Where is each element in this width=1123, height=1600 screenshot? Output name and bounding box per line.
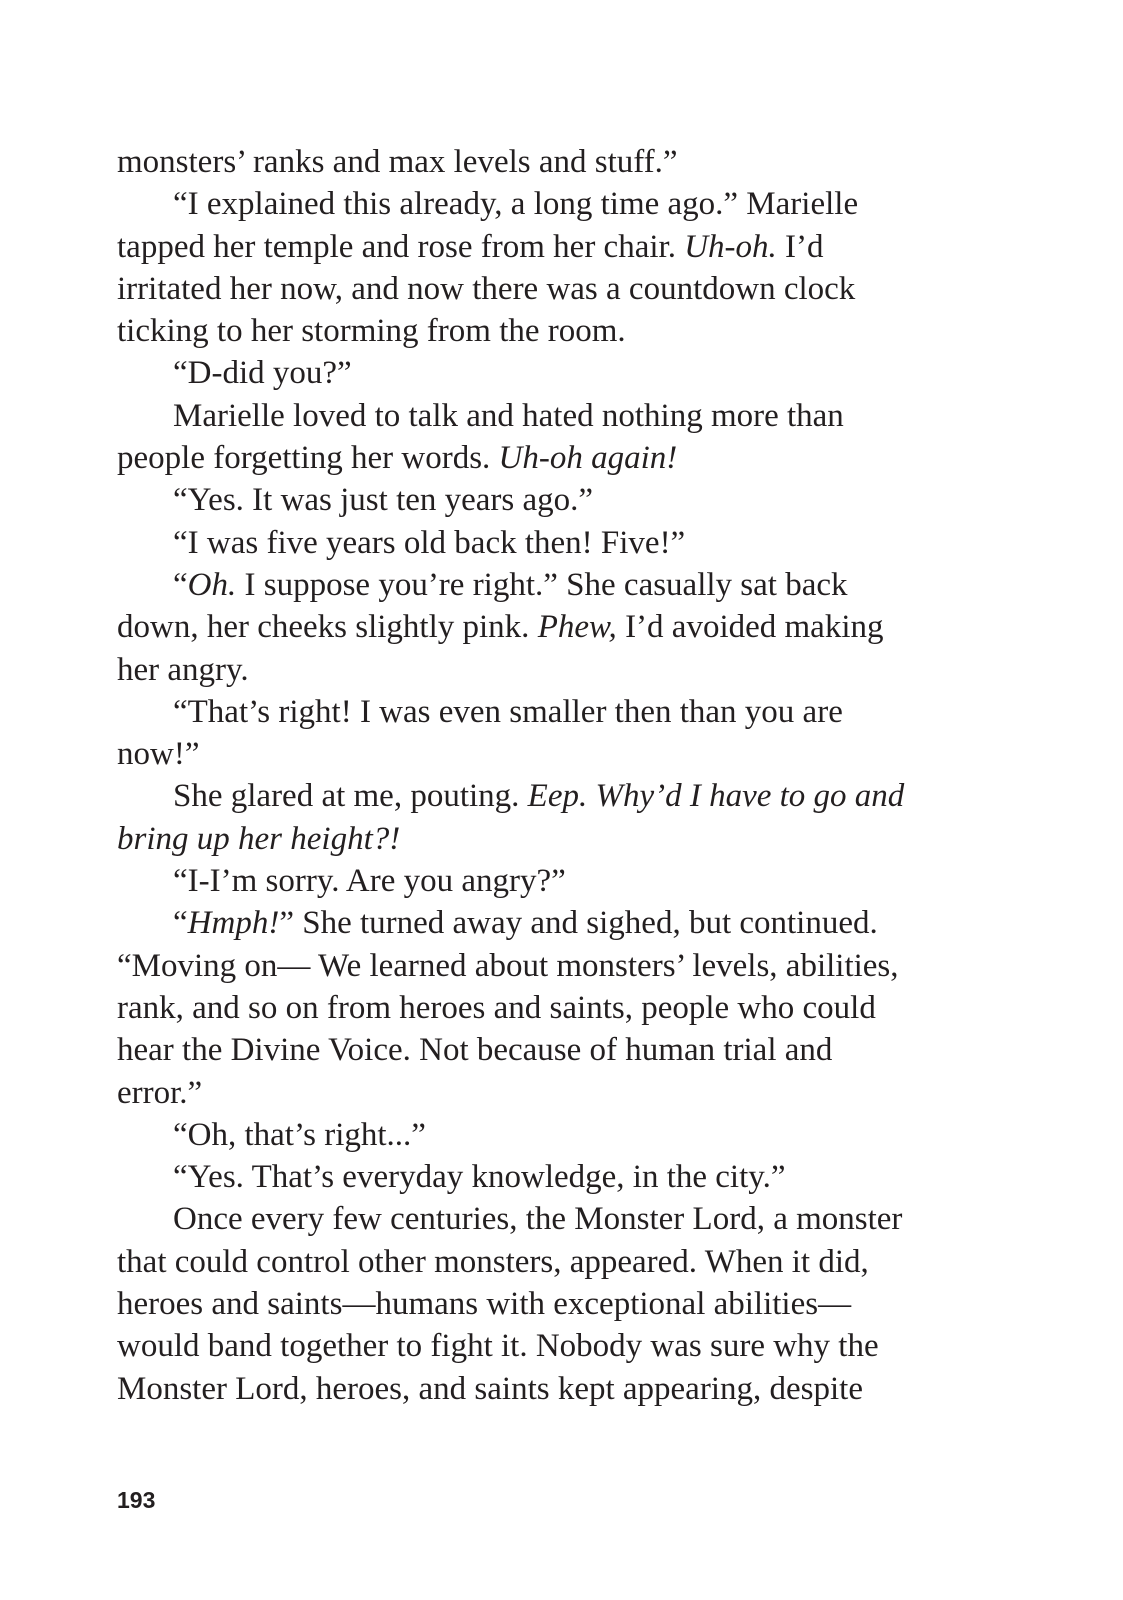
- italic-text: Eep. Why’d I have to go and: [527, 778, 905, 815]
- text-line: [61, 1368, 977, 1410]
- text-run: ticking to her storming from the room.: [117, 313, 626, 350]
- text-run: ” She turned away and sighed, but continued.: [279, 905, 878, 942]
- text-run: would band together to fight it. Nobody was sure why the: [117, 1328, 879, 1365]
- text-line: [61, 437, 977, 479]
- text-run: people forgetting her words.: [117, 440, 499, 477]
- text-line: [117, 775, 977, 817]
- text-run: “I explained this already, a long time ago.” Marielle: [173, 186, 859, 223]
- text-line: [117, 183, 977, 225]
- text-run: “: [173, 905, 188, 942]
- text-run: “Oh, that’s right...”: [173, 1116, 426, 1153]
- text-line: [61, 1241, 977, 1283]
- text-line: [61, 945, 977, 987]
- text-line: [61, 1029, 977, 1071]
- italic-text: bring up her height?!: [117, 820, 401, 857]
- text-line: [117, 352, 977, 394]
- text-run: heroes and saints—humans with exceptional abilities—: [117, 1286, 852, 1323]
- paragraph: [117, 352, 977, 394]
- text-line: [61, 1072, 977, 1114]
- text-run: hear the Divine Voice. Not because of human trial and: [117, 1032, 833, 1069]
- paragraph: [117, 1156, 977, 1198]
- text-line: [61, 226, 977, 268]
- text-run: She glared at me, pouting.: [173, 778, 528, 815]
- paragraph: [117, 860, 977, 902]
- text-line: [117, 141, 977, 183]
- paragraph: [117, 141, 977, 183]
- text-line: [117, 479, 977, 521]
- text-run: that could control other monsters, appeared. When it did,: [117, 1243, 869, 1280]
- paragraph: [117, 775, 977, 860]
- text-line: [61, 1283, 977, 1325]
- text-run: Monster Lord, heroes, and saints kept appearing, despite: [117, 1370, 863, 1407]
- text-run: I’d: [776, 228, 824, 265]
- paragraph: [117, 395, 977, 480]
- paragraph: [117, 1114, 977, 1156]
- italic-text: Phew,: [537, 609, 617, 646]
- paragraph: [117, 691, 977, 776]
- text-run: monsters’ ranks and max levels and stuff.”: [117, 144, 678, 180]
- paragraph: [117, 902, 977, 1113]
- text-line: [117, 1114, 977, 1156]
- text-run: error.”: [117, 1074, 203, 1111]
- paragraph: [117, 564, 977, 691]
- text-run: Once every few centuries, the Monster Lord, a monster: [173, 1201, 903, 1238]
- text-line: [117, 564, 977, 606]
- paragraph: [117, 479, 977, 521]
- text-line: [61, 987, 977, 1029]
- text-run: I suppose you’re right.” She casually sat back: [236, 566, 848, 603]
- text-run: I’d avoided making: [616, 609, 884, 646]
- text-line: [61, 268, 977, 310]
- text-run: “I was five years old back then! Five!”: [173, 524, 686, 561]
- page-number: 193: [117, 1487, 156, 1513]
- text-run: now!”: [117, 736, 200, 773]
- text-line: [61, 1325, 977, 1367]
- text-line: [117, 1156, 977, 1198]
- text-run: “Yes. It was just ten years ago.”: [173, 482, 594, 519]
- text-run: irritated her now, and now there was a countdown clock: [117, 270, 856, 307]
- text-run: “I-I’m sorry. Are you angry?”: [173, 863, 566, 900]
- italic-text: Oh.: [187, 566, 237, 603]
- text-line: [117, 902, 977, 944]
- text-line: [61, 733, 977, 775]
- text-line: [117, 1198, 977, 1240]
- text-run: down, her cheeks slightly pink.: [117, 609, 538, 646]
- text-run: “: [173, 566, 188, 603]
- text-run: “That’s right! I was even smaller then than you are: [173, 693, 843, 730]
- text-line: [117, 395, 977, 437]
- text-line: [61, 649, 977, 691]
- text-run: tapped her temple and rose from her chair.: [117, 228, 685, 265]
- italic-text: Uh-oh.: [684, 228, 777, 265]
- text-run: “Moving on— We learned about monsters’ levels, abilities,: [117, 947, 899, 984]
- text-line: [61, 310, 977, 352]
- italic-text: Uh-oh again!: [498, 440, 678, 477]
- text-run: her angry.: [117, 651, 249, 688]
- text-line: [117, 860, 977, 902]
- text-line: [61, 818, 977, 860]
- body-text: [117, 141, 977, 1410]
- text-line: [117, 691, 977, 733]
- text-line: [61, 606, 977, 648]
- text-run: Marielle loved to talk and hated nothing more than: [173, 397, 844, 434]
- text-run: “Yes. That’s everyday knowledge, in the city.”: [173, 1159, 786, 1196]
- text-run: rank, and so on from heroes and saints, people who could: [117, 989, 876, 1026]
- italic-text: Hmph!: [187, 905, 280, 942]
- text-run: “D-did you?”: [173, 355, 352, 392]
- paragraph: [117, 183, 977, 352]
- text-line: [117, 522, 977, 564]
- paragraph: [117, 1198, 977, 1409]
- paragraph: [117, 522, 977, 564]
